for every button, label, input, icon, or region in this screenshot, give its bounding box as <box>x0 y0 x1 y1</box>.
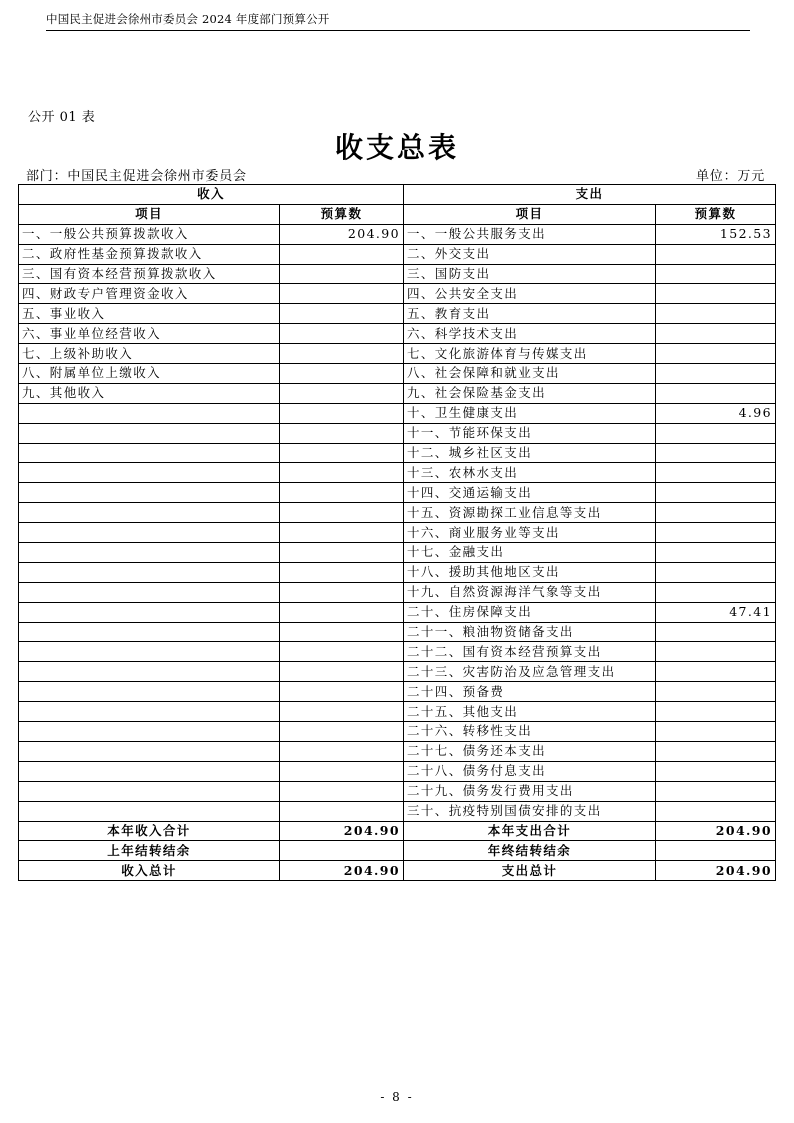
expense-amount-cell <box>656 841 776 861</box>
table-row <box>19 224 776 244</box>
expense-item-cell: 十三、农林水支出 <box>404 463 656 483</box>
expense-amount-cell <box>656 463 776 483</box>
page-number: - 8 - <box>380 1090 414 1104</box>
expense-amount-header: 预算数 <box>656 204 776 224</box>
expense-item-cell: 二十四、预备费 <box>404 682 656 702</box>
income-amount-cell <box>280 602 404 622</box>
income-amount-cell <box>280 383 404 403</box>
table-row <box>19 284 776 304</box>
table-row <box>19 304 776 324</box>
income-item-cell <box>19 423 280 443</box>
income-item-cell <box>19 582 280 602</box>
expense-item-cell: 三、国防支出 <box>404 264 656 284</box>
expense-item-cell: 二十二、国有资本经营预算支出 <box>404 642 656 662</box>
unit-label: 单位：万元 <box>696 169 766 184</box>
income-item-header: 项目 <box>19 204 280 224</box>
expense-item-cell: 二十六、转移性支出 <box>404 722 656 742</box>
expense-item-cell: 二十七、债务还本支出 <box>404 741 656 761</box>
expense-amount-cell <box>656 264 776 284</box>
expense-amount-cell <box>656 761 776 781</box>
budget-summary-table <box>18 184 776 881</box>
table-row <box>19 741 776 761</box>
expense-amount-cell <box>656 682 776 702</box>
expense-item-cell: 十二、城乡社区支出 <box>404 443 656 463</box>
page-header: 中国民主促进会徐州市委员会 2024 年度部门预算公开 <box>46 11 750 31</box>
income-item-cell <box>19 403 280 423</box>
expense-item-cell: 二十九、债务发行费用支出 <box>404 781 656 801</box>
expense-item-cell: 五、教育支出 <box>404 304 656 324</box>
expense-amount-cell <box>656 304 776 324</box>
table-row <box>19 324 776 344</box>
expense-item-cell: 二十三、灾害防治及应急管理支出 <box>404 662 656 682</box>
expense-amount-cell <box>656 284 776 304</box>
income-item-cell: 一、一般公共预算拨款收入 <box>19 224 280 244</box>
table-row <box>19 801 776 821</box>
expense-section-header: 支出 <box>404 185 776 205</box>
table-row <box>19 622 776 642</box>
expense-amount-cell <box>656 642 776 662</box>
income-amount-cell <box>280 642 404 662</box>
income-item-cell: 收入总计 <box>19 861 280 881</box>
department-label: 部门：中国民主促进会徐州市委员会 <box>26 169 247 184</box>
income-amount-cell <box>280 722 404 742</box>
income-amount-cell: 204.90 <box>280 861 404 881</box>
expense-item-cell: 八、社会保障和就业支出 <box>404 364 656 384</box>
expense-item-cell: 二十、住房保障支出 <box>404 602 656 622</box>
table-row <box>19 543 776 563</box>
income-item-cell <box>19 543 280 563</box>
expense-amount-cell <box>656 722 776 742</box>
expense-item-cell: 四、公共安全支出 <box>404 284 656 304</box>
income-amount-cell <box>280 523 404 543</box>
expense-item-cell: 七、文化旅游体育与传媒支出 <box>404 344 656 364</box>
expense-amount-cell: 4.96 <box>656 403 776 423</box>
expense-item-cell: 十、卫生健康支出 <box>404 403 656 423</box>
expense-amount-cell <box>656 801 776 821</box>
income-amount-cell <box>280 483 404 503</box>
income-item-cell <box>19 741 280 761</box>
table-row <box>19 582 776 602</box>
expense-amount-cell <box>656 364 776 384</box>
table-row <box>19 463 776 483</box>
table-row <box>19 403 776 423</box>
income-amount-cell <box>280 304 404 324</box>
income-amount-cell <box>280 443 404 463</box>
income-amount-header: 预算数 <box>280 204 404 224</box>
expense-item-cell: 十四、交通运输支出 <box>404 483 656 503</box>
total-row <box>19 821 776 841</box>
expense-item-cell: 二十一、粮油物资储备支出 <box>404 622 656 642</box>
expense-amount-cell <box>656 324 776 344</box>
income-item-cell <box>19 761 280 781</box>
income-item-cell: 三、国有资本经营预算拨款收入 <box>19 264 280 284</box>
income-amount-cell <box>280 801 404 821</box>
income-amount-cell <box>280 423 404 443</box>
expense-item-cell: 二、外交支出 <box>404 244 656 264</box>
table-row <box>19 642 776 662</box>
income-amount-cell: 204.90 <box>280 224 404 244</box>
income-amount-cell <box>280 364 404 384</box>
expense-amount-cell <box>656 383 776 403</box>
table-row <box>19 523 776 543</box>
table-row <box>19 562 776 582</box>
page-title: 收支总表 <box>334 131 459 164</box>
table-row <box>19 244 776 264</box>
income-item-cell: 四、财政专户管理资金收入 <box>19 284 280 304</box>
expense-amount-cell: 204.90 <box>656 821 776 841</box>
expense-amount-cell <box>656 483 776 503</box>
expense-item-cell: 年终结转结余 <box>404 841 656 861</box>
income-item-cell: 上年结转结余 <box>19 841 280 861</box>
column-header-row <box>19 204 776 224</box>
table-row <box>19 662 776 682</box>
form-number: 公开 01 表 <box>28 110 96 125</box>
income-amount-cell <box>280 264 404 284</box>
expense-amount-cell <box>656 423 776 443</box>
income-section-header: 收入 <box>19 185 404 205</box>
income-amount-cell <box>280 781 404 801</box>
table-row <box>19 503 776 523</box>
income-item-cell <box>19 562 280 582</box>
expense-item-header: 项目 <box>404 204 656 224</box>
expense-amount-cell <box>656 582 776 602</box>
income-item-cell <box>19 722 280 742</box>
expense-item-cell: 六、科学技术支出 <box>404 324 656 344</box>
expense-amount-cell <box>656 741 776 761</box>
table-row <box>19 781 776 801</box>
income-item-cell <box>19 523 280 543</box>
income-item-cell <box>19 443 280 463</box>
income-amount-cell <box>280 403 404 423</box>
table-row <box>19 344 776 364</box>
income-item-cell <box>19 801 280 821</box>
table-row <box>19 682 776 702</box>
table-row <box>19 443 776 463</box>
income-amount-cell <box>280 324 404 344</box>
table-row <box>19 483 776 503</box>
income-item-cell <box>19 642 280 662</box>
income-item-cell: 本年收入合计 <box>19 821 280 841</box>
expense-item-cell: 九、社会保险基金支出 <box>404 383 656 403</box>
expense-item-cell: 三十、抗疫特别国债安排的支出 <box>404 801 656 821</box>
income-amount-cell <box>280 284 404 304</box>
expense-amount-cell <box>656 244 776 264</box>
income-item-cell: 八、附属单位上缴收入 <box>19 364 280 384</box>
table-row <box>19 761 776 781</box>
expense-item-cell: 二十八、债务付息支出 <box>404 761 656 781</box>
income-amount-cell <box>280 761 404 781</box>
total-row <box>19 861 776 881</box>
income-amount-cell <box>280 463 404 483</box>
income-item-cell <box>19 602 280 622</box>
income-item-cell: 六、事业单位经营收入 <box>19 324 280 344</box>
expense-amount-cell: 204.90 <box>656 861 776 881</box>
table-row <box>19 364 776 384</box>
income-amount-cell <box>280 582 404 602</box>
expense-item-cell: 十六、商业服务业等支出 <box>404 523 656 543</box>
income-item-cell: 五、事业收入 <box>19 304 280 324</box>
income-item-cell <box>19 702 280 722</box>
table-row <box>19 722 776 742</box>
expense-amount-cell: 47.41 <box>656 602 776 622</box>
income-amount-cell <box>280 682 404 702</box>
expense-amount-cell <box>656 523 776 543</box>
income-amount-cell <box>280 344 404 364</box>
expense-amount-cell <box>656 344 776 364</box>
income-amount-cell <box>280 702 404 722</box>
income-amount-cell <box>280 503 404 523</box>
income-item-cell <box>19 622 280 642</box>
income-amount-cell <box>280 622 404 642</box>
income-amount-cell <box>280 562 404 582</box>
income-amount-cell <box>280 662 404 682</box>
expense-item-cell: 十八、援助其他地区支出 <box>404 562 656 582</box>
total-row <box>19 841 776 861</box>
income-amount-cell <box>280 741 404 761</box>
table-row <box>19 383 776 403</box>
income-item-cell <box>19 781 280 801</box>
table-row <box>19 423 776 443</box>
income-item-cell <box>19 503 280 523</box>
income-item-cell: 九、其他收入 <box>19 383 280 403</box>
income-item-cell <box>19 662 280 682</box>
table-row <box>19 702 776 722</box>
expense-item-cell: 十七、金融支出 <box>404 543 656 563</box>
expense-item-cell: 十九、自然资源海洋气象等支出 <box>404 582 656 602</box>
table-row <box>19 602 776 622</box>
section-header-row <box>19 185 776 205</box>
income-amount-cell <box>280 244 404 264</box>
expense-amount-cell <box>656 543 776 563</box>
income-amount-cell <box>280 841 404 861</box>
expense-amount-cell <box>656 622 776 642</box>
expense-amount-cell <box>656 781 776 801</box>
income-amount-cell: 204.90 <box>280 821 404 841</box>
expense-item-cell: 十五、资源勘探工业信息等支出 <box>404 503 656 523</box>
income-item-cell <box>19 682 280 702</box>
income-item-cell <box>19 483 280 503</box>
expense-amount-cell <box>656 503 776 523</box>
income-item-cell: 七、上级补助收入 <box>19 344 280 364</box>
expense-item-cell: 本年支出合计 <box>404 821 656 841</box>
expense-amount-cell <box>656 702 776 722</box>
income-amount-cell <box>280 543 404 563</box>
income-item-cell <box>19 463 280 483</box>
table-row <box>19 264 776 284</box>
expense-item-cell: 支出总计 <box>404 861 656 881</box>
expense-item-cell: 二十五、其他支出 <box>404 702 656 722</box>
expense-amount-cell <box>656 662 776 682</box>
expense-amount-cell: 152.53 <box>656 224 776 244</box>
expense-item-cell: 十一、节能环保支出 <box>404 423 656 443</box>
expense-amount-cell <box>656 443 776 463</box>
income-item-cell: 二、政府性基金预算拨款收入 <box>19 244 280 264</box>
expense-amount-cell <box>656 562 776 582</box>
expense-item-cell: 一、一般公共服务支出 <box>404 224 656 244</box>
